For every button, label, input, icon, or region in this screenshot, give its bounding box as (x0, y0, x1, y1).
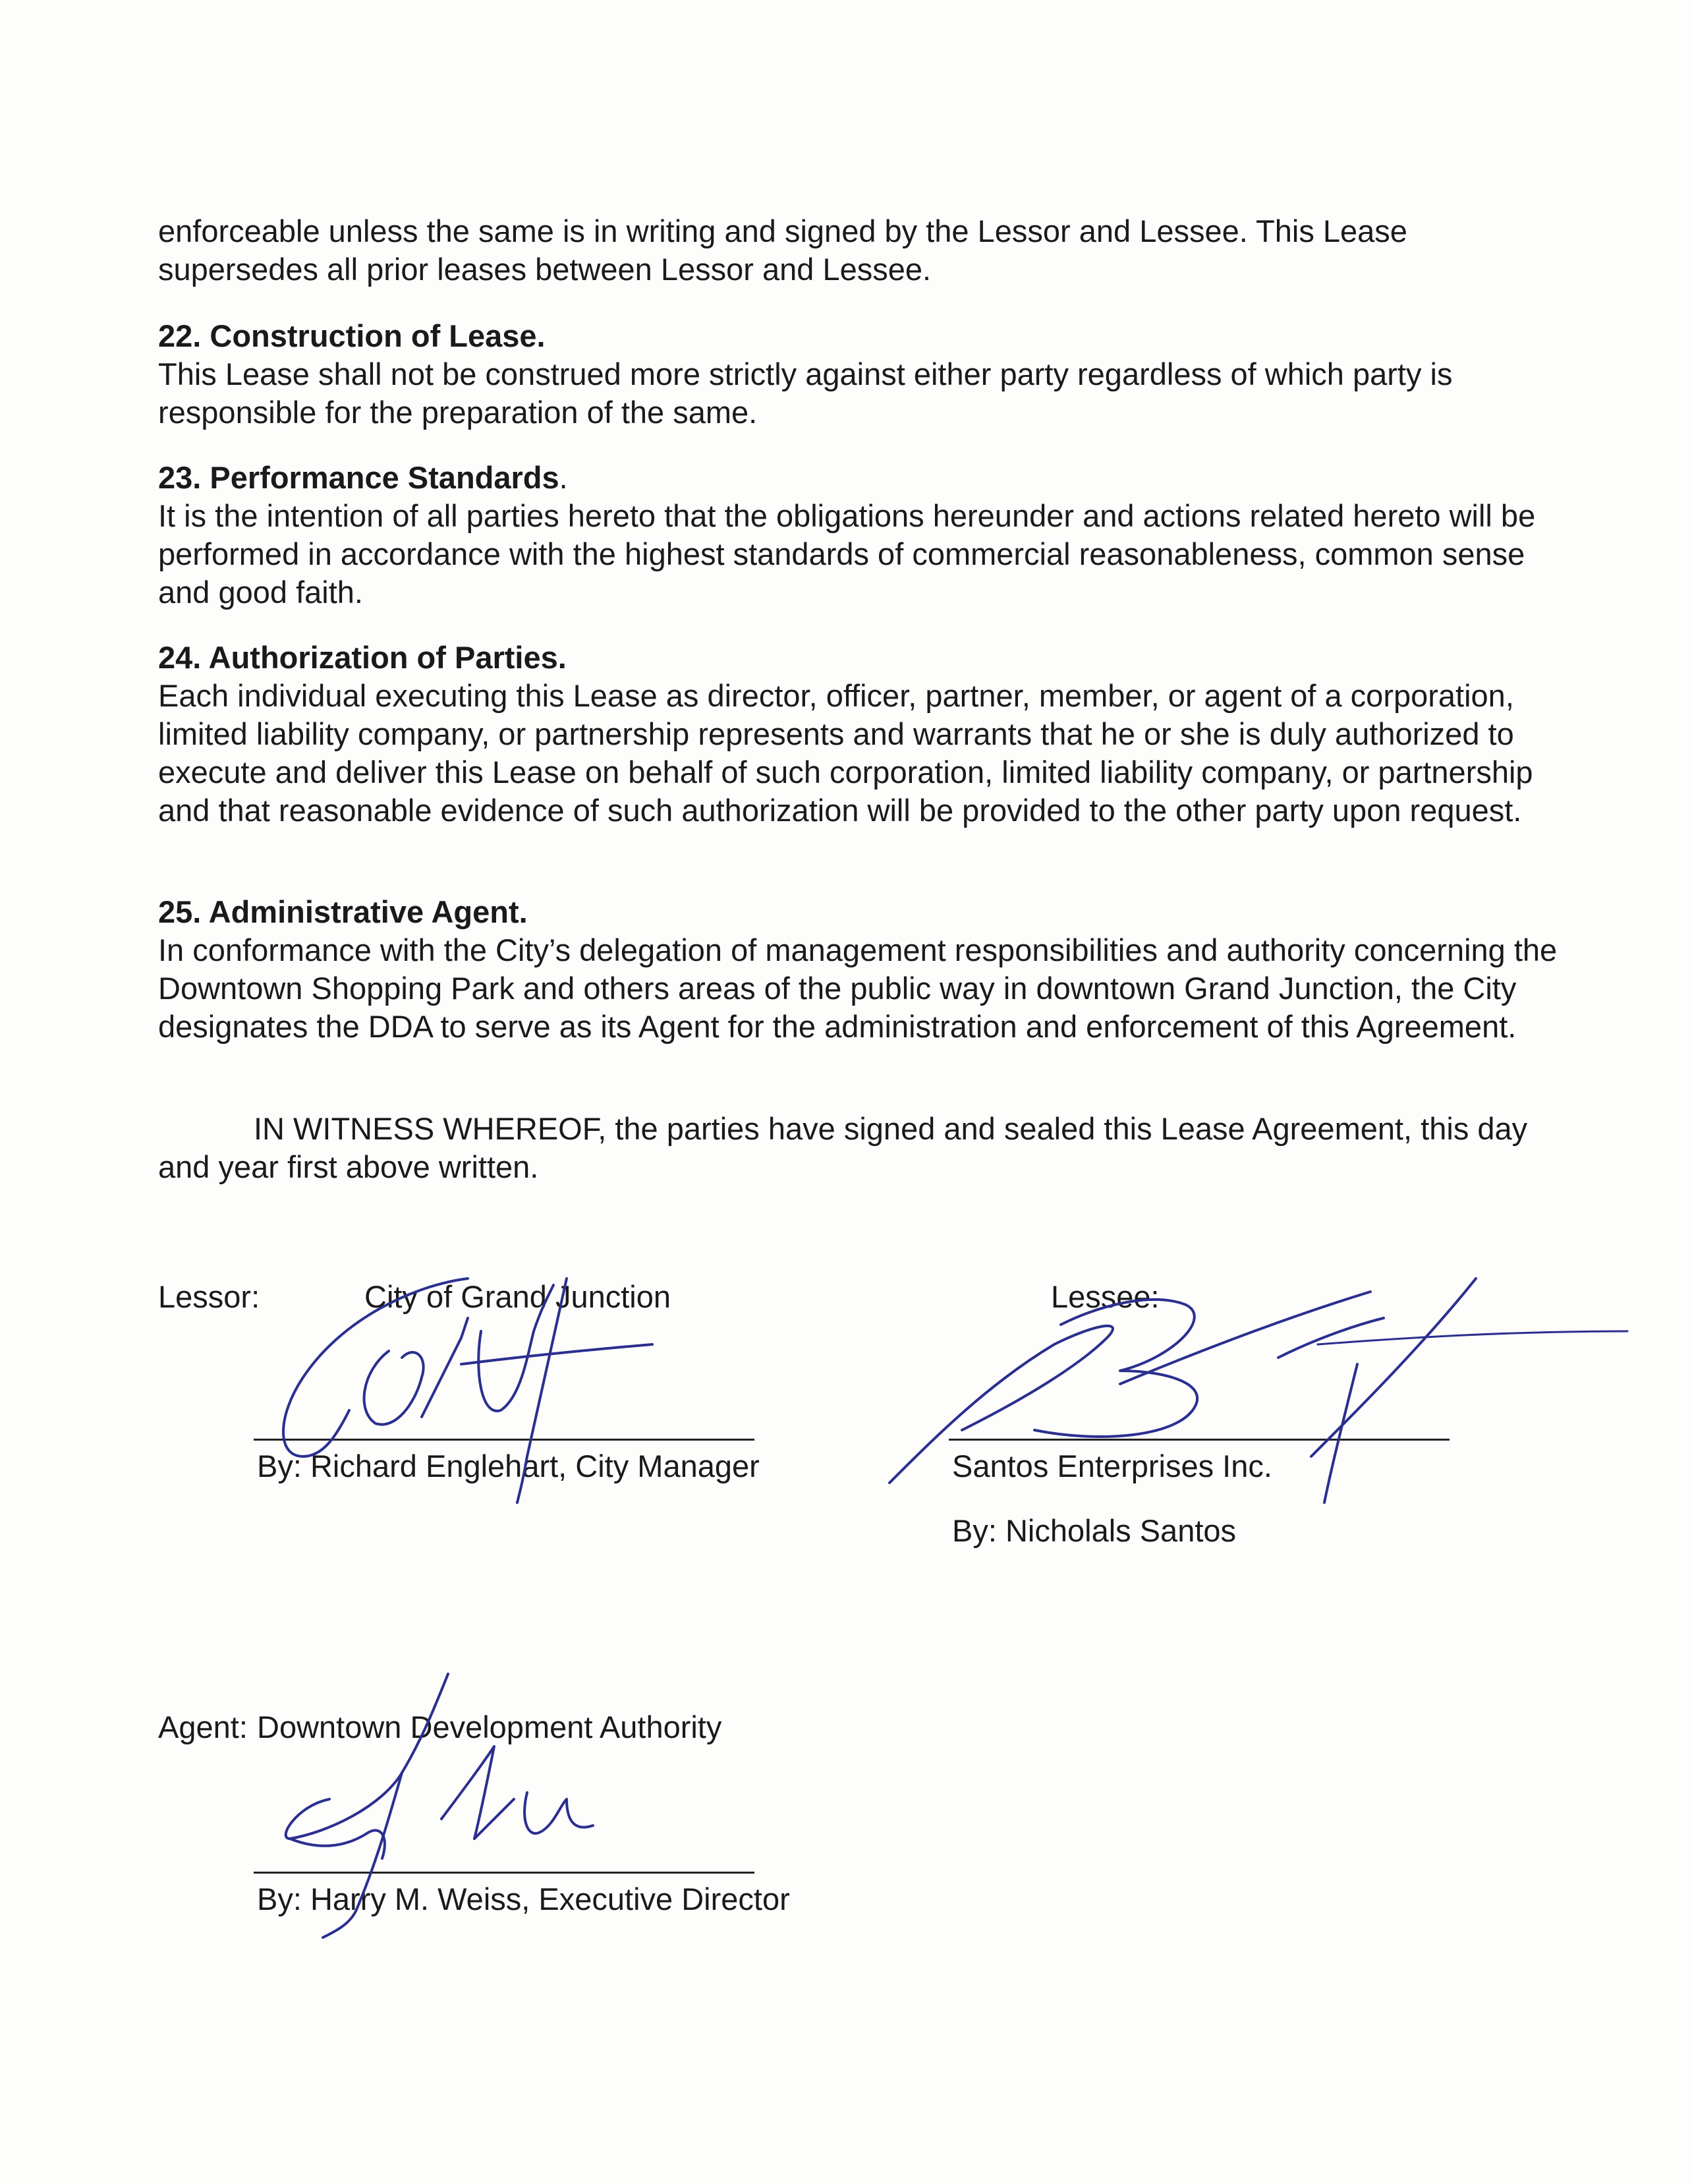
section-heading-24 (158, 639, 567, 677)
section-body-22: This Lease shall not be construed more strictly against either party regardless of which party is responsible for the preparation of the same. (158, 357, 1453, 430)
section-heading-23-text: 23. Performance Standards (158, 460, 559, 495)
section-heading-23-trail: . (559, 460, 568, 495)
section-heading-22-text: 22. Construction of Lease. (158, 318, 546, 353)
lessor-signer: By: Richard Englehart, City Manager (257, 1449, 760, 1483)
lessor-label: Lessor: (158, 1279, 260, 1314)
section-body-24: Each individual executing this Lease as director, officer, partner, member, or agent of a corporation, limited liability company, or partnership represents and warrants that he or she is duly authorized to execute and deliver this Lease on behalf of such corporation, limited liability company, or partnership and that reasonable evidence of such authorization will be provided to the other party upon request. (158, 678, 1533, 828)
section-heading-25 (158, 893, 528, 931)
lessee-handwritten-signature (883, 1265, 1634, 1549)
agent-handwritten-signature (270, 1667, 613, 1944)
lessee-label: Lessee: (1051, 1279, 1160, 1314)
section-heading-24-text: 24. Authorization of Parties. (158, 640, 567, 675)
section-heading-22 (158, 317, 546, 355)
section-body-23: It is the intention of all parties hereto that the obligations hereunder and actions related hereto will be performed in accordance with the highest standards of commercial reasonableness, common sense and good faith. (158, 498, 1536, 610)
witness-paragraph: IN WITNESS WHEREOF, the parties have signed and sealed this Lease Agreement, this day and year first above written. (158, 1111, 1528, 1184)
section-heading-25-text: 25. Administrative Agent. (158, 894, 528, 929)
agent-signer: By: Harry M. Weiss, Executive Director (257, 1882, 790, 1916)
agent-entity: Downtown Development Authority (257, 1710, 722, 1744)
agent-label: Agent: (158, 1710, 248, 1744)
continuation-paragraph: enforceable unless the same is in writing and signed by the Lessor and Lessee. This Lease supersedes all prior leases between Lessor and Lessee. (158, 214, 1407, 287)
section-heading-23 (158, 459, 568, 497)
section-body-25: In conformance with the City’s delegation of management responsibilities and authority concerning the Downtown Shopping Park and others areas of the public way in downtown Grand Junction, the City designates the DDA to serve as its Agent for the administration and enforcement of this Agreement. (158, 933, 1558, 1044)
lessee-entity: Santos Enterprises Inc. (952, 1449, 1272, 1483)
lessor-entity: City of Grand Junction (364, 1279, 671, 1314)
lessee-signer: By: Nicholals Santos (952, 1513, 1237, 1548)
lessor-handwritten-signature (264, 1259, 672, 1522)
